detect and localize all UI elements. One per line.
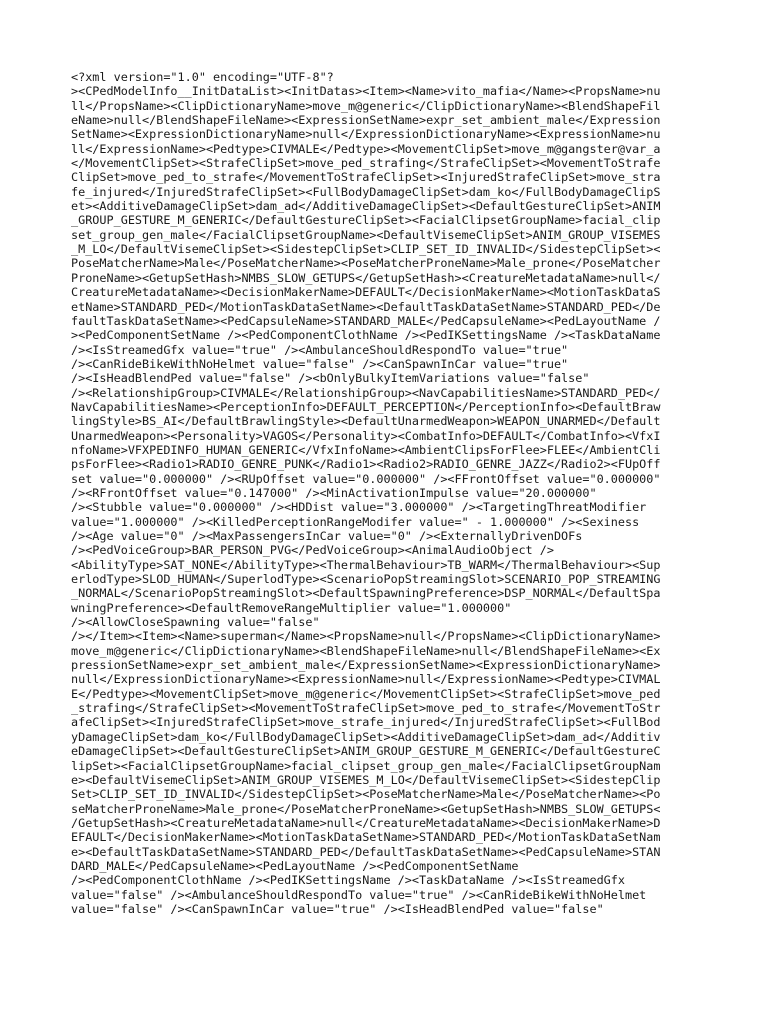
xml-text-block bbox=[71, 70, 711, 916]
document-line: ProneName><GetupSetHash>NMBS_SLOW_GETUPS</GetupSetHash><CreatureMetadataName>null</ bbox=[71, 270, 661, 285]
document-line: /><PedComponentClothName /><PedIKSettingsName /><TaskDataName /><IsStreamedGfx bbox=[71, 873, 625, 888]
document-line: eName>null</BlendShapeFileName><ExpressionSetName>expr_set_ambient_male</Expression bbox=[71, 113, 661, 128]
document-line: e><DefaultTaskDataSetName>STANDARD_PED</DefaultTaskDataSetName><PedCapsuleName>STAN bbox=[71, 844, 661, 859]
document-line: _M_LO</DefaultVisemeClipSet><SidestepClipSet>CLIP_SET_ID_INVALID</SidestepClipSet>< bbox=[71, 242, 661, 257]
document-line: <?xml version="1.0" encoding="UTF-8"? bbox=[71, 70, 334, 84]
document-line: /><CanRideBikeWithNoHelmet value="false" /><CanSpawnInCar value="true" bbox=[71, 356, 569, 371]
document-line: wningPreference><DefaultRemoveRangeMultiplier value="1.000000" bbox=[71, 600, 512, 615]
document-line: value="1.000000" /><KilledPerceptionRangeModifer value=" - 1.000000" /><Sexiness bbox=[71, 514, 640, 529]
document-line: UnarmedWeapon><Personality>VAGOS</Personality><CombatInfo>DEFAULT</CombatInfo><VfxI bbox=[71, 428, 661, 443]
document-line: DARD_MALE</PedCapsuleName><PedLayoutName /><PedComponentSetName bbox=[71, 858, 519, 873]
document-line: ><CPedModelInfo__InitDataList><InitDatas><Item><Name>vito_mafia</Name><PropsName>nu bbox=[71, 84, 661, 99]
document-line: set_group_gen_male</FacialClipsetGroupName><DefaultVisemeClipSet>ANIM_GROUP_VISEMES bbox=[71, 227, 661, 242]
document-line: </MovementClipSet><StrafeClipSet>move_ped_strafing</StrafeClipSet><MovementToStrafe bbox=[71, 156, 661, 171]
document-line: _GROUP_GESTURE_M_GENERIC</DefaultGestureClipSet><FacialClipsetGroupName>facial_clip bbox=[71, 213, 661, 228]
document-line: SetName><ExpressionDictionaryName>null</ExpressionDictionaryName><ExpressionName>nu bbox=[71, 127, 661, 142]
document-line: /><Age value="0" /><MaxPassengersInCar value="0" /><ExternallyDrivenDOFs bbox=[71, 529, 583, 543]
document-line: eDamageClipSet><DefaultGestureClipSet>ANIM_GROUP_GESTURE_M_GENERIC</DefaultGestureC bbox=[71, 744, 661, 759]
document-line: NavCapabilitiesName><PerceptionInfo>DEFAULT_PERCEPTION</PerceptionInfo><DefaultBraw bbox=[71, 399, 661, 414]
document-line: /></Item><Item><Name>superman</Name><PropsName>null</PropsName><ClipDictionaryName> bbox=[71, 629, 661, 644]
document-line: move_m@generic</ClipDictionaryName><BlendShapeFileName>null</BlendShapeFileName><Ex bbox=[71, 643, 661, 658]
document-line: CreatureMetadataName><DecisionMakerName>DEFAULT</DecisionMakerName><MotionTaskDataS bbox=[71, 285, 661, 300]
document-line: e><DefaultVisemeClipSet>ANIM_GROUP_VISEMES_M_LO</DefaultVisemeClipSet><SidestepClip bbox=[71, 772, 661, 787]
document-line: /><RelationshipGroup>CIVMALE</RelationshipGroup><NavCapabilitiesName>STANDARD_PED</ bbox=[71, 385, 661, 400]
document-line: ClipSet>move_ped_to_strafe</MovementToStrafeClipSet><InjuredStrafeClipSet>move_stra bbox=[71, 170, 661, 185]
document-line: /><PedVoiceGroup>BAR_PERSON_PVG</PedVoiceGroup><AnimalAudioObject /> bbox=[71, 543, 554, 558]
document-line: /><Stubble value="0.000000" /><HDDist value="3.000000" /><TargetingThreatModifier bbox=[71, 500, 647, 515]
document-line: et><AdditiveDamageClipSet>dam_ad</AdditiveDamageClipSet><DefaultGestureClipSet>ANIM bbox=[71, 199, 661, 214]
document-line: set value="0.000000" /><RUpOffset value="0.000000" /><FFrontOffset value="0.000000" bbox=[71, 471, 661, 486]
document-line: seMatcherProneName>Male_prone</PoseMatcherProneName><GetupSetHash>NMBS_SLOW_GETUPS< bbox=[71, 801, 661, 816]
document-line: fe_injured</InjuredStrafeClipSet><FullBodyDamageClipSet>dam_ko</FullBodyDamageClipS bbox=[71, 184, 661, 199]
document-line: /><RFrontOffset value="0.147000" /><MinActivationImpulse value="20.000000" bbox=[71, 485, 597, 500]
document-line: /><IsStreamedGfx value="true" /><AmbulanceShouldRespondTo value="true" bbox=[71, 342, 569, 357]
document-line: faultTaskDataSetName><PedCapsuleName>STANDARD_MALE</PedCapsuleName><PedLayoutName / bbox=[71, 313, 661, 328]
document-line: Set>CLIP_SET_ID_INVALID</SidestepClipSet><PoseMatcherName>Male</PoseMatcherName><Po bbox=[71, 787, 661, 802]
document-line: pressionSetName>expr_set_ambient_male</ExpressionSetName><ExpressionDictionaryName> bbox=[71, 658, 661, 673]
document-line: /><IsHeadBlendPed value="false" /><bOnlyBulkyItemVariations value="false" bbox=[71, 371, 590, 386]
document-line: E</Pedtype><MovementClipSet>move_m@generic</MovementClipSet><StrafeClipSet>move_ped bbox=[71, 686, 661, 701]
document-line: /><AllowCloseSpawning value="false" bbox=[71, 615, 320, 630]
document-line: ><PedComponentSetName /><PedComponentClothName /><PedIKSettingsName /><TaskDataName bbox=[71, 328, 661, 343]
document-line: null</ExpressionDictionaryName><ExpressionName>null</ExpressionName><Pedtype>CIVMAL bbox=[71, 672, 661, 687]
document-line: _strafing</StrafeClipSet><MovementToStrafeClipSet>move_ped_to_strafe</MovementToStr bbox=[71, 701, 661, 716]
document-line: erlodType>SLOD_HUMAN</SuperlodType><ScenarioPopStreamingSlot>SCENARIO_POP_STREAMING bbox=[71, 572, 661, 587]
document-line: yDamageClipSet>dam_ko</FullBodyDamageClipSet><AdditiveDamageClipSet>dam_ad</Additiv bbox=[71, 729, 661, 744]
document-line: ll</ExpressionName><Pedtype>CIVMALE</Pedtype><MovementClipSet>move_m@gangster@var_a bbox=[71, 141, 661, 156]
document-line: etName>STANDARD_PED</MotionTaskDataSetName><DefaultTaskDataSetName>STANDARD_PED</De bbox=[71, 299, 661, 314]
document-line: value="false" /><AmbulanceShouldRespondTo value="true" /><CanRideBikeWithNoHelmet bbox=[71, 887, 647, 902]
document-line: ll</PropsName><ClipDictionaryName>move_m@generic</ClipDictionaryName><BlendShapeFil bbox=[71, 98, 661, 113]
document-line: lingStyle>BS_AI</DefaultBrawlingStyle><DefaultUnarmedWeapon>WEAPON_UNARMED</Default bbox=[71, 414, 661, 429]
document-line: EFAULT</DecisionMakerName><MotionTaskDataSetName>STANDARD_PED</MotionTaskDataSetNam bbox=[71, 830, 661, 845]
document-line: nfoName>VFXPEDINFO_HUMAN_GENERIC</VfxInfoName><AmbientClipsForFlee>FLEE</AmbientCli bbox=[71, 442, 661, 457]
document-line: <AbilityType>SAT_NONE</AbilityType><ThermalBehaviour>TB_WARM</ThermalBehaviour><Sup bbox=[71, 557, 661, 572]
document-line: value="false" /><CanSpawnInCar value="true" /><IsHeadBlendPed value="false" bbox=[71, 901, 604, 916]
document-line: lipSet><FacialClipsetGroupName>facial_clipset_group_gen_male</FacialClipsetGroupNam bbox=[71, 758, 661, 773]
document-line: afeClipSet><InjuredStrafeClipSet>move_strafe_injured</InjuredStrafeClipSet><FullBod bbox=[71, 715, 661, 730]
document-line: /GetupSetHash><CreatureMetadataName>null</CreatureMetadataName><DecisionMakerName>D bbox=[71, 815, 661, 830]
document-line: psForFlee><Radio1>RADIO_GENRE_PUNK</Radio1><Radio2>RADIO_GENRE_JAZZ</Radio2><FUpOff bbox=[71, 457, 661, 472]
document-line: _NORMAL</ScenarioPopStreamingSlot><DefaultSpawningPreference>DSP_NORMAL</DefaultSpa bbox=[71, 586, 661, 601]
document-line: PoseMatcherName>Male</PoseMatcherName><PoseMatcherProneName>Male_prone</PoseMatcher bbox=[71, 256, 661, 271]
